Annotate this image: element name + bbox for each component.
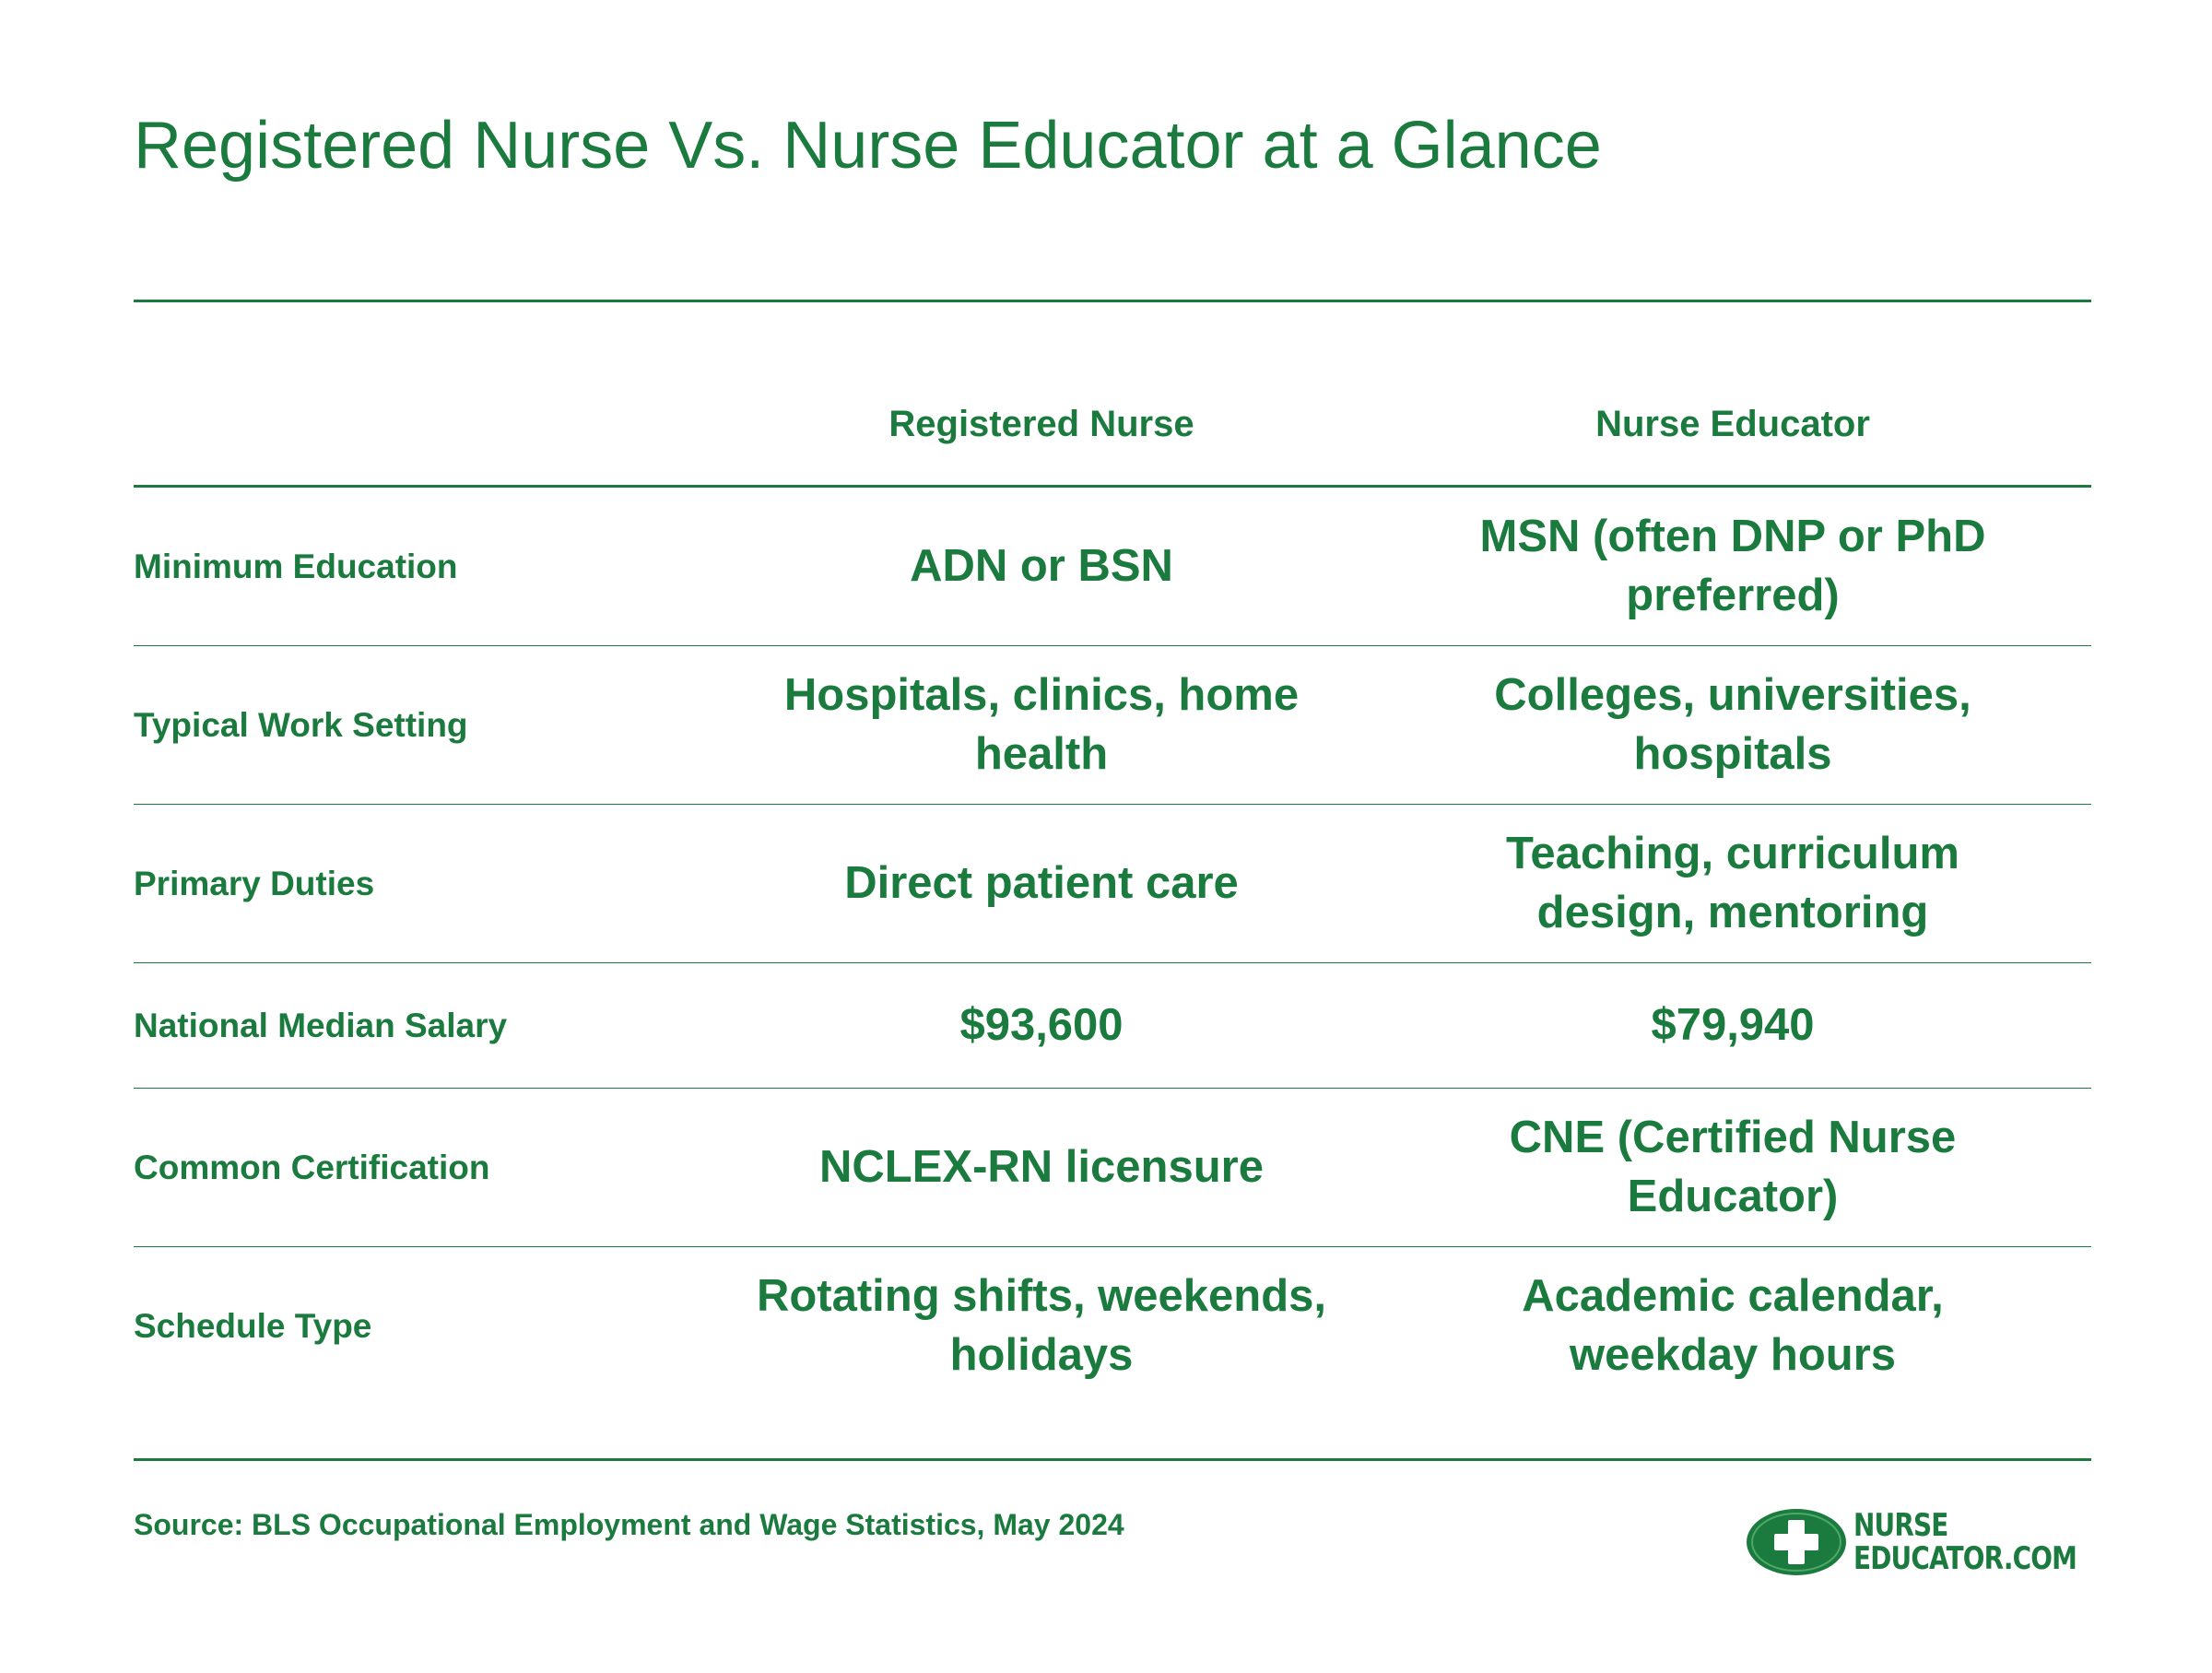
cell-text: Direct patient care (844, 857, 1239, 908)
cell-registered-nurse (696, 646, 1387, 804)
column-header-nurse-educator: Nurse Educator (1595, 404, 1870, 444)
cell-text: Colleges, universities, hospitals (1494, 669, 1971, 779)
row-label: Schedule Type (134, 1307, 372, 1345)
cell-nurse-educator (1387, 488, 2078, 645)
row-label: Typical Work Setting (134, 705, 468, 744)
cell-text: MSN (often DNP or PhD preferred) (1479, 511, 1986, 620)
header-row (134, 369, 2091, 485)
cell-nurse-educator (1387, 1247, 2078, 1406)
cell-text: Rotating shifts, weekends, holidays (756, 1271, 1327, 1380)
table-row (134, 1089, 2091, 1247)
cell-text: $79,940 (1651, 999, 1815, 1050)
top-divider (134, 300, 2091, 302)
source-note: Source: BLS Occupational Employment and Wage Statistics, May 2024 (134, 1508, 1124, 1541)
cell-nurse-educator (1387, 646, 2078, 804)
comparison-table-body (134, 488, 2091, 1406)
table-row (134, 1247, 2091, 1406)
table-row (134, 805, 2091, 963)
cell-text: Hospitals, clinics, home health (783, 669, 1300, 779)
column-header-registered-nurse: Registered Nurse (888, 404, 1194, 444)
row-label: Common Certification (134, 1148, 490, 1186)
comparison-table-header (134, 369, 2091, 485)
cell-text: Teaching, curriculum design, mentoring (1506, 828, 1959, 937)
cell-registered-nurse (696, 1247, 1387, 1406)
row-label: National Median Salary (134, 1006, 508, 1044)
cell-registered-nurse (696, 488, 1387, 645)
cell-nurse-educator (1387, 963, 2078, 1088)
cell-text: ADN or BSN (910, 540, 1173, 591)
table-row (134, 488, 2091, 646)
medical-cross-icon (1745, 1505, 1853, 1579)
page-title: Registered Nurse Vs. Nurse Educator at a Glance (134, 109, 1602, 183)
cell-text: $93,600 (959, 999, 1124, 1050)
cell-text: NCLEX-RN licensure (819, 1141, 1264, 1192)
nurse-educator-logo (1745, 1500, 2077, 1585)
logo-line-2: EDUCATOR.COM (1853, 1540, 2077, 1577)
cell-nurse-educator (1387, 805, 2078, 962)
table-row (134, 646, 2091, 805)
cell-registered-nurse (696, 805, 1387, 962)
cell-text: Academic calendar, weekday hours (1522, 1271, 1944, 1380)
bottom-divider (134, 1458, 2091, 1461)
row-label: Minimum Education (134, 547, 458, 585)
cell-registered-nurse (696, 963, 1387, 1088)
cell-registered-nurse (696, 1089, 1387, 1246)
logo-wordmark (1853, 1509, 2077, 1575)
table-row (134, 963, 2091, 1089)
row-label: Primary Duties (134, 864, 375, 902)
cell-text: CNE (Certified Nurse Educator) (1509, 1112, 1957, 1221)
cell-nurse-educator (1387, 1089, 2078, 1246)
logo-line-1: NURSE (1853, 1507, 1948, 1544)
